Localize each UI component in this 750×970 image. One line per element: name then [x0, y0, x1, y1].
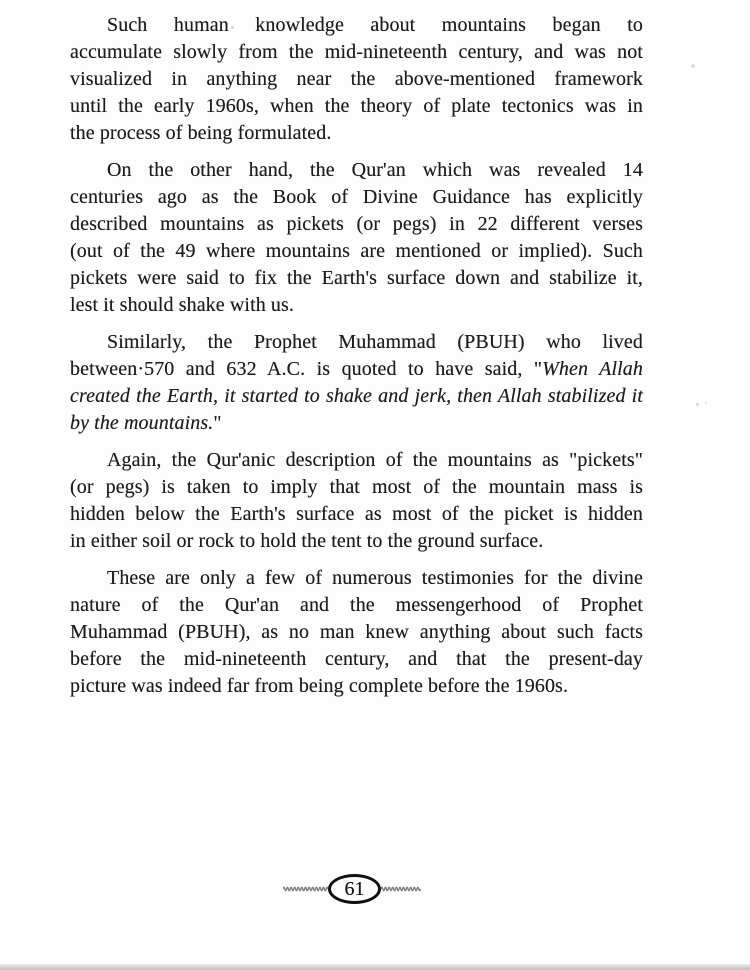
body-text: accumulate slowly from the mid-nineteenth century, and was not — [70, 41, 643, 63]
body-text: nature of the Qur'an and the messengerhood of Prophet — [70, 594, 643, 616]
body-text: Again, the Qur'anic description of the mountains as "pickets" — [107, 449, 643, 471]
quote-text: created the Earth, it started to shake and jerk, then Allah stabilized it — [70, 385, 643, 407]
body-text: On the other hand, the Qur'an which was revealed 14 — [107, 159, 643, 181]
body-text: visualized in anything near the above-mentioned framework — [70, 68, 643, 90]
scan-speck — [231, 26, 234, 29]
paragraph — [70, 157, 643, 319]
paragraph — [70, 12, 643, 147]
text-line — [70, 565, 643, 592]
body-text: " — [213, 412, 222, 434]
text-line — [70, 383, 643, 410]
text-line — [70, 184, 643, 211]
page-number: 61 — [344, 878, 365, 900]
body-text: described mountains as pickets (or pegs) in 22 different verses — [70, 213, 643, 235]
quote-text: When Allah — [542, 358, 643, 380]
page-footer — [283, 872, 418, 906]
body-text: picture was indeed far from being complete before the 1960s. — [70, 675, 569, 697]
body-text: Such human knowledge about mountains began to — [107, 14, 643, 36]
body-text: pickets were said to fix the Earth's surface down and stabilize it, — [70, 267, 643, 289]
body-text: hidden below the Earth's surface as most of the picket is hidden — [70, 503, 643, 525]
text-line — [70, 39, 643, 66]
body-text: in either soil or rock to hold the tent to the ground surface. — [70, 530, 544, 552]
body-text: Similarly, the Prophet Muhammad (PBUH) who lived — [107, 331, 643, 353]
page-number-badge — [328, 874, 381, 904]
text-line — [70, 528, 643, 555]
text-line — [70, 265, 643, 292]
text-line — [70, 474, 643, 501]
text-line — [70, 619, 643, 646]
text-line — [70, 410, 643, 437]
paragraph — [70, 329, 643, 437]
body-text: Muhammad (PBUH), as no man knew anything about such facts — [70, 621, 643, 643]
text-line — [70, 356, 643, 383]
text-line — [70, 66, 643, 93]
text-line — [70, 592, 643, 619]
footer-flourish-left-icon — [283, 884, 328, 894]
text-line — [70, 501, 643, 528]
body-text: until the early 1960s, when the theory of plate tectonics was in — [70, 95, 643, 117]
text-line — [70, 646, 643, 673]
quote-text: by the mountains. — [70, 412, 214, 434]
paragraph — [70, 447, 643, 555]
scan-speck — [691, 64, 695, 68]
text-line — [70, 238, 643, 265]
body-text: between·570 and 632 A.C. is quoted to have said, " — [70, 358, 543, 380]
scan-speck — [696, 403, 699, 406]
body-text: lest it should shake with us. — [70, 294, 295, 316]
body-text: (out of the 49 where mountains are mentioned or implied). Such — [70, 240, 643, 262]
text-line — [70, 93, 643, 120]
paragraph — [70, 565, 643, 700]
text-line — [70, 673, 643, 700]
text-line — [70, 120, 643, 147]
body-text: the process of being formulated. — [70, 122, 332, 144]
body-text: centuries ago as the Book of Divine Guidance has explicitly — [70, 186, 643, 208]
text-line — [70, 329, 643, 356]
text-line — [70, 292, 643, 319]
text-line — [70, 157, 643, 184]
text-line — [70, 447, 643, 474]
footer-flourish-right-icon — [381, 884, 421, 894]
text-line — [70, 12, 643, 39]
body-text: (or pegs) is taken to imply that most of the mountain mass is — [70, 476, 643, 498]
text-line — [70, 211, 643, 238]
body-text: These are only a few of numerous testimonies for the divine — [107, 567, 643, 589]
body-text: before the mid-nineteenth century, and that the present-day — [70, 648, 643, 670]
scan-bottom-edge — [0, 964, 750, 970]
scan-speck — [705, 402, 707, 404]
